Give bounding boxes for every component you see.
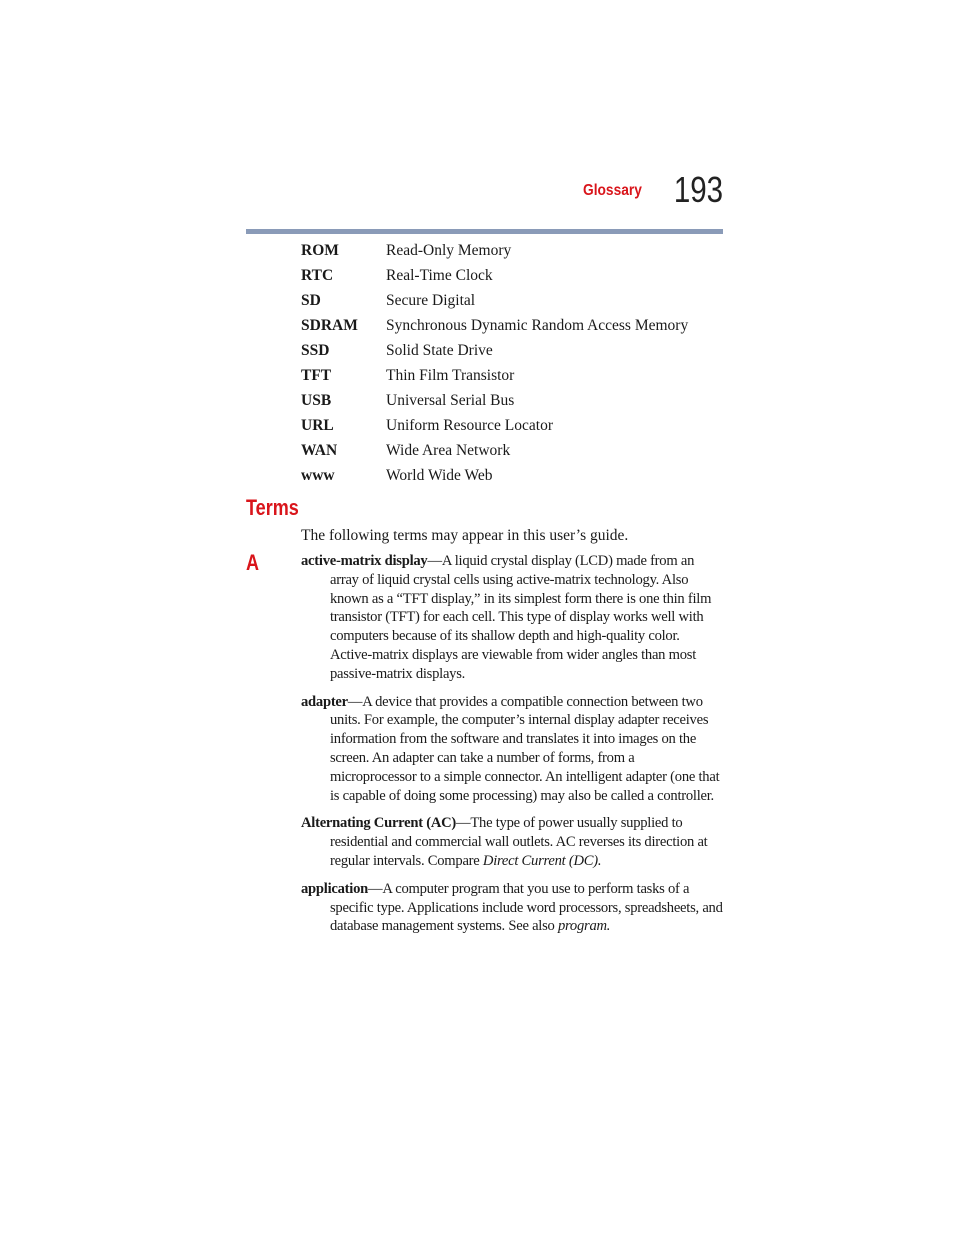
entry-term: Alternating Current (AC) bbox=[301, 815, 457, 832]
abbreviation-row bbox=[301, 438, 731, 463]
entry-cross-reference: program bbox=[557, 918, 607, 935]
abbreviation-row bbox=[301, 388, 731, 413]
abbreviation-row bbox=[301, 288, 731, 313]
abbreviation-definition: Real-Time Clock bbox=[386, 267, 493, 284]
entry-cross-reference: Direct Current (DC) bbox=[482, 852, 598, 869]
abbreviation-definition: Thin Film Transistor bbox=[386, 367, 515, 384]
abbreviation-term: SSD bbox=[301, 342, 330, 359]
abbreviation-term: RTC bbox=[301, 267, 334, 284]
abbreviation-definition: Universal Serial Bus bbox=[386, 392, 515, 409]
terms-intro: The following terms may appear in this user’s guide. bbox=[301, 527, 629, 544]
glossary-entries bbox=[301, 552, 723, 945]
abbreviation-list bbox=[301, 238, 731, 488]
terms-heading: Terms bbox=[246, 495, 299, 520]
abbreviation-row bbox=[301, 463, 731, 488]
entry-definition: —A liquid crystal display (LCD) made from an array of liquid crystal cells using active-matrix technology. Also known as a “TFT display,” in its simplest form there is one thin film transistor (TFT) for each cell. This type of display works well with computers because of its shallow depth and high-quality color. Active-matrix displays are viewable from wider angles than most passive-matrix displays. bbox=[330, 553, 712, 682]
entry-definition: —A device that provides a compatible connection between two units. For example, the computer’s internal display adapter receives information from the software and translates it into images on the screen. An adapter can take a number of forms, from a microprocessor to a simple connector. An intelligent adapter (one that is capable of doing some processing) may also be called a controller. bbox=[330, 693, 720, 804]
entry-term: application bbox=[301, 880, 368, 897]
abbreviation-definition: World Wide Web bbox=[386, 467, 493, 484]
entry-term: adapter bbox=[301, 693, 348, 710]
abbreviation-term: ROM bbox=[301, 242, 339, 259]
glossary-entry bbox=[301, 880, 723, 936]
entry-trailing-punctuation: . bbox=[606, 918, 611, 935]
abbreviation-row bbox=[301, 263, 731, 288]
abbreviation-row bbox=[301, 413, 731, 438]
header-rule bbox=[246, 229, 723, 234]
abbreviation-definition: Uniform Resource Locator bbox=[386, 417, 553, 434]
glossary-entry bbox=[301, 693, 723, 806]
abbreviation-definition: Wide Area Network bbox=[386, 442, 511, 459]
abbreviation-definition: Solid State Drive bbox=[386, 342, 493, 359]
entry-trailing-punctuation: . bbox=[597, 852, 602, 869]
letter-marker: A bbox=[246, 550, 260, 575]
abbreviation-row bbox=[301, 238, 731, 263]
glossary-entry bbox=[301, 552, 723, 684]
abbreviation-definition: Read-Only Memory bbox=[386, 242, 512, 259]
abbreviation-term: USB bbox=[301, 392, 332, 409]
abbreviation-definition: Synchronous Dynamic Random Access Memory bbox=[386, 317, 689, 334]
abbreviation-term: WAN bbox=[301, 442, 338, 459]
entry-term: active-matrix display bbox=[301, 553, 428, 569]
abbreviation-row bbox=[301, 313, 731, 338]
abbreviation-term: www bbox=[301, 467, 335, 484]
entry-definition: —A computer program that you use to perform tasks of a specific type. Applications include word processors, spreadsheets, and database management systems. See also bbox=[330, 880, 723, 935]
page-number: 193 bbox=[673, 169, 723, 210]
entry-definition: —The type of power usually supplied to residential and commercial wall outlets. AC reverses its direction at regular intervals. Compare bbox=[330, 815, 708, 869]
running-header-section: Glossary bbox=[583, 182, 642, 199]
abbreviation-term: TFT bbox=[301, 367, 332, 384]
abbreviation-term: SDRAM bbox=[301, 317, 358, 334]
abbreviation-term: SD bbox=[301, 292, 321, 309]
glossary-entry bbox=[301, 814, 723, 870]
abbreviation-term: URL bbox=[301, 417, 334, 434]
abbreviation-definition: Secure Digital bbox=[386, 292, 476, 309]
abbreviation-row bbox=[301, 338, 731, 363]
abbreviation-row bbox=[301, 363, 731, 388]
